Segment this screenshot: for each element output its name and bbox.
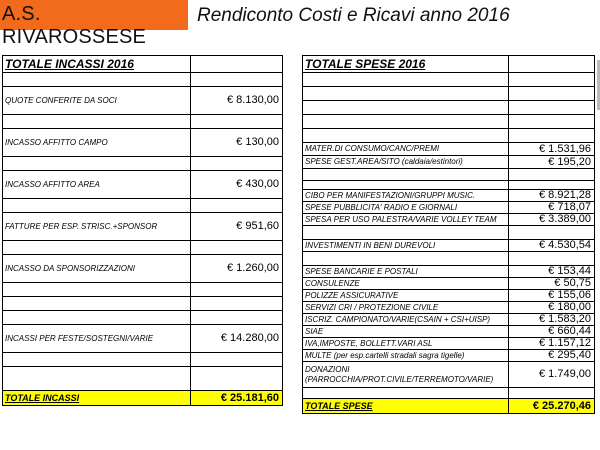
row-label: SPESA PER USO PALESTRA/VARIE VOLLEY TEAM — [303, 214, 509, 226]
table-row — [303, 338, 595, 350]
row-label: QUOTE CONFERITE DA SOCI — [3, 87, 191, 115]
table-row — [303, 202, 595, 214]
table-row — [303, 214, 595, 226]
total-label: TOTALE INCASSI — [3, 391, 191, 406]
org-title: A.S. RIVAROSSESE — [2, 3, 147, 48]
row-label: INCASSO AFFITTO AREA — [3, 171, 191, 199]
spese-table — [302, 55, 595, 414]
row-value: € 3.389,00 — [509, 214, 595, 226]
row-label: SPESE GEST.AREA/SITO (caldaia/estintori) — [303, 156, 509, 169]
table-row — [303, 278, 595, 290]
row-value: € 1.260,00 — [191, 255, 283, 283]
total-label: TOTALE SPESE — [303, 399, 509, 414]
table-row — [303, 143, 595, 156]
table-row — [3, 129, 283, 157]
row-value: € 4.530,54 — [509, 240, 595, 252]
table-row — [303, 314, 595, 326]
table-row — [303, 326, 595, 338]
row-value: € 718,07 — [509, 202, 595, 214]
table-row — [303, 350, 595, 362]
row-label: SPESE PUBBLICITA' RADIO E GIORNALI — [303, 202, 509, 214]
row-value: € 295,40 — [509, 350, 595, 362]
row-value: € 1.157,12 — [509, 338, 595, 350]
table-row — [303, 266, 595, 278]
row-value: € 430,00 — [191, 171, 283, 199]
row-label: INCASSO DA SPONSORIZZAZIONI — [3, 255, 191, 283]
table-row — [3, 87, 283, 115]
row-value: € 195,20 — [509, 156, 595, 169]
row-label: SIAE — [303, 326, 509, 338]
row-label: SPESE BANCARIE E POSTALI — [303, 266, 509, 278]
table-row — [303, 290, 595, 302]
row-value: € 153,44 — [509, 266, 595, 278]
row-value: € 951,60 — [191, 213, 283, 241]
row-value: € 8.921,28 — [509, 190, 595, 202]
row-value: € 130,00 — [191, 129, 283, 157]
incassi-heading: TOTALE INCASSI 2016 — [3, 56, 191, 73]
incassi-total-row — [3, 391, 283, 406]
row-label: DONAZIONI (PARROCCHIA/PROT.CIVILE/TERREMOTO/VARIE) — [303, 362, 509, 388]
row-value: € 1.749,00 — [509, 362, 595, 388]
table-row — [3, 171, 283, 199]
row-label: SERVIZI CRI / PROTEZIONE CIVILE — [303, 302, 509, 314]
row-value: € 1.531,96 — [509, 143, 595, 156]
document-subtitle: Rendiconto Costi e Ricavi anno 2016 — [197, 5, 510, 26]
spese-heading: TOTALE SPESE 2016 — [303, 56, 509, 73]
org-title-box — [0, 0, 188, 48]
table-row — [3, 213, 283, 241]
table-row — [303, 362, 595, 388]
row-label: CONSULENZE — [303, 278, 509, 290]
row-label: IVA,IMPOSTE, BOLLETT.VARI ASL — [303, 338, 509, 350]
row-label: MULTE (per esp.cartelli stradali sagra tigelle) — [303, 350, 509, 362]
row-value: € 155,06 — [509, 290, 595, 302]
incassi-table — [2, 55, 283, 406]
table-row — [303, 156, 595, 169]
table-row — [3, 325, 283, 353]
row-label: MATER.DI CONSUMO/CANC/PREMI — [303, 143, 509, 156]
row-value: € 14.280,00 — [191, 325, 283, 353]
spese-total-row — [303, 399, 595, 414]
row-label: INCASSO AFFITTO CAMPO — [3, 129, 191, 157]
row-value: € 660,44 — [509, 326, 595, 338]
row-value: € 50,75 — [509, 278, 595, 290]
total-value: € 25.270,46 — [509, 399, 595, 414]
table-row — [3, 255, 283, 283]
row-label: POLIZZE ASSICURATIVE — [303, 290, 509, 302]
row-label: INCASSI PER FESTE/SOSTEGNI/VARIE — [3, 325, 191, 353]
row-label: CIBO PER MANIFESTAZIONI/GRUPPI MUSIC. — [303, 190, 509, 202]
row-label: ISCRIZ. CAMPIONATO/VARIE(CSAIN + CSI+UISP) — [303, 314, 509, 326]
row-value: € 1.583,20 — [509, 314, 595, 326]
table-row — [303, 302, 595, 314]
table-row — [303, 190, 595, 202]
row-value: € 8.130,00 — [191, 87, 283, 115]
row-label: INVESTIMENTI IN BENI DUREVOLI — [303, 240, 509, 252]
total-value: € 25.181,60 — [191, 391, 283, 406]
table-row — [303, 240, 595, 252]
row-label: FATTURE PER ESP. STRISC.+SPONSOR — [3, 213, 191, 241]
row-value: € 180,00 — [509, 302, 595, 314]
